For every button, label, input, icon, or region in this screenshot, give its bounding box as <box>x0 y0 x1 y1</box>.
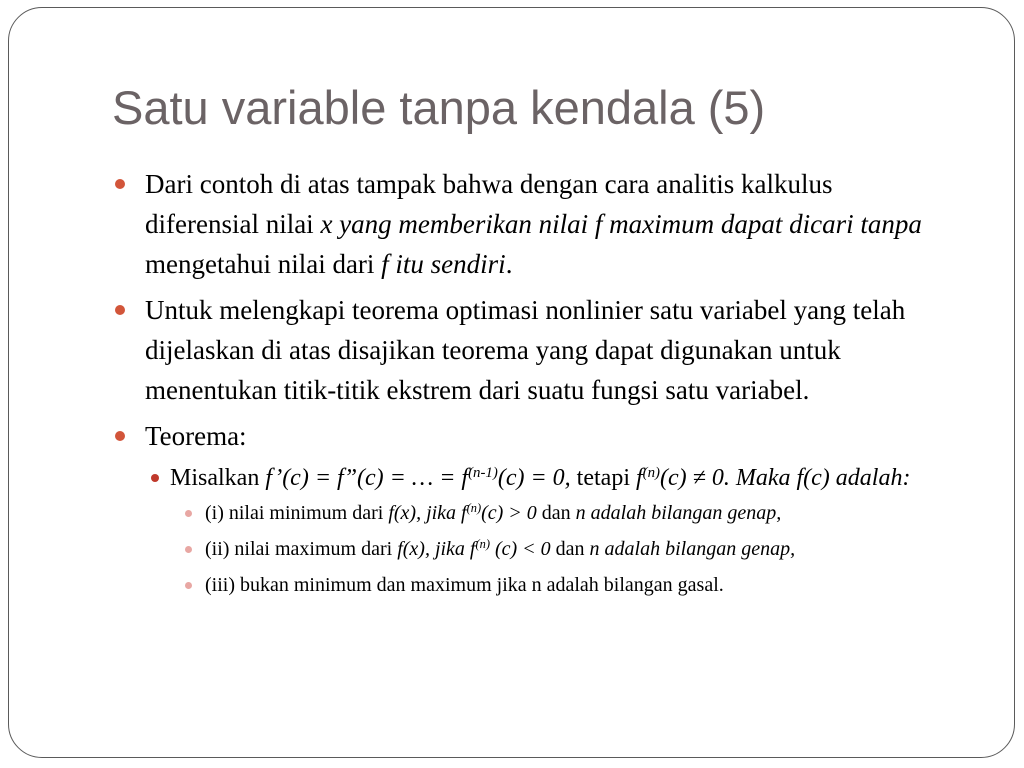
slide-content <box>112 164 942 608</box>
bullet-dot-icon <box>115 431 125 441</box>
case-superscript: (n) <box>475 537 490 552</box>
bullet-analytic-calculus <box>112 164 942 284</box>
case-lead: (i) nilai minimum dari <box>205 502 389 524</box>
case-math: f(x), jika f <box>388 502 467 524</box>
bullet-text: . <box>505 249 513 279</box>
theorem-case-neither <box>182 572 942 599</box>
case-text: (iii) bukan minimum dan maximum jika n adalah bilangan gasal. <box>205 574 724 596</box>
theorem-superscript: (n) <box>642 464 661 481</box>
theorem-case-minimum <box>182 500 942 527</box>
theorem-middle: tetapi <box>570 465 636 491</box>
case-lead: (ii) nilai maximum dari <box>205 538 398 560</box>
case-mid: dan <box>536 502 576 524</box>
bullet-text: mengetahui nilai dari <box>145 249 382 279</box>
theorem-condition: (c) ≠ 0. Maka f(c) adalah: <box>660 465 911 491</box>
sub-bullet-dot-icon <box>151 474 159 482</box>
theorem-condition: f <box>635 465 643 491</box>
case-math: (c) > 0 <box>481 502 537 524</box>
theorem-case-maximum <box>182 536 942 563</box>
sub-sub-bullet-dot-icon <box>185 582 192 589</box>
bullet-text: Teorema: <box>145 421 247 451</box>
case-tail: n adalah bilangan genap, <box>589 538 796 560</box>
case-math: (c) < 0 <box>489 538 551 560</box>
bullet-text-italic: x yang memberikan nilai f maximum dapat dicari tanpa <box>320 209 922 239</box>
bullet-theorem-label <box>112 416 942 456</box>
theorem-condition: f’(c) = f”(c) = … = f <box>265 465 469 491</box>
case-math: f(x), jika f <box>397 538 476 560</box>
case-mid: dan <box>550 538 590 560</box>
theorem-superscript: (n-1) <box>468 464 498 481</box>
slide-title: Satu variable tanpa kendala (5) <box>112 81 766 134</box>
case-superscript: (n) <box>466 501 482 516</box>
sub-sub-bullet-dot-icon <box>185 510 192 517</box>
bullet-text: Dari contoh di atas tampak bahwa dengan cara analitis kalkulus diferensial nilai <box>145 169 833 239</box>
theorem-statement <box>147 460 942 496</box>
bullet-dot-icon <box>115 179 125 189</box>
theorem-lead: Misalkan <box>170 465 266 491</box>
bullet-text: Untuk melengkapi teorema optimasi nonlinier satu variabel yang telah dijelaskan di atas disajikan teorema yang dapat digunakan untuk menentukan titik-titik ekstrem dari suatu fungsi satu variabel. <box>145 295 906 405</box>
sub-sub-bullet-dot-icon <box>185 546 192 553</box>
bullet-theorem-intro <box>112 290 942 410</box>
bullet-text-italic: f itu sendiri <box>381 249 506 279</box>
theorem-condition: (c) = 0, <box>497 465 571 491</box>
bullet-dot-icon <box>115 305 125 315</box>
case-tail: n adalah bilangan genap, <box>575 502 782 524</box>
